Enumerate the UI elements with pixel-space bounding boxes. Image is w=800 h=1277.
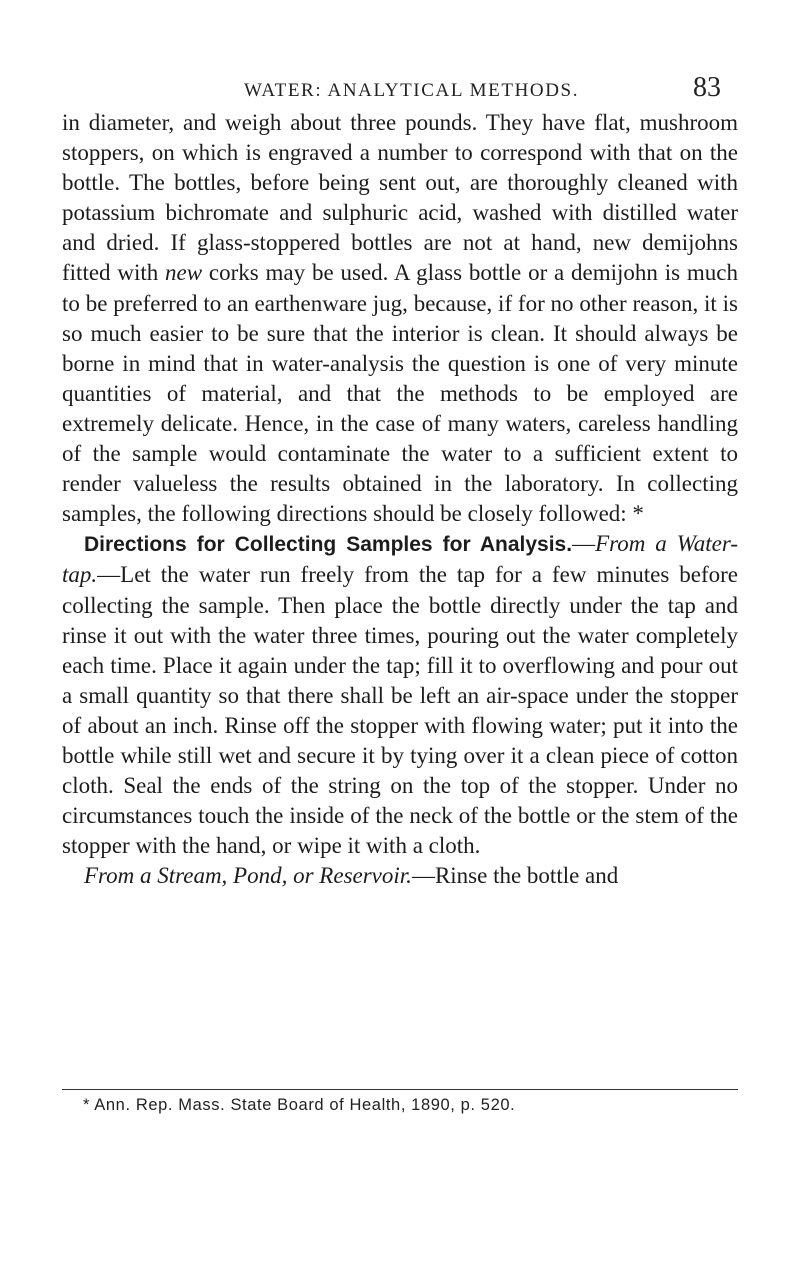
subheading-water-tap: From a Water-tap.	[62, 531, 738, 588]
paragraph-stream-text: Rinse the bottle and	[434, 863, 619, 889]
paragraph-bottles-continued: corks may be used. A glass bottle or a demijohn is much to be preferred to an earthenware jug, because, if for no other reason, it is so much easier to be sure that the interior is clean. It should always be borne in mind that in water-analysis the question is one of very minute quantities of material, and that the methods to be employed are extremely delicate. Hence, in the case of many waters, careless handling of the sample would contaminate the water to a sufficient extent to render valueless the results obtained in the laboratory. In collecting samples, the following directions should be closely followed: *	[62, 260, 738, 527]
paragraph-bottles-text: in diameter, and weigh about three pounds. They have flat, mushroom stoppers, on which is engraved a number to correspond with that on the bottle. The bottles, before being sent out, are thoroughly cleaned with potassium bichromate and sulphuric acid, washed with distilled water and dried. If glass-stoppered bottles are not at hand, new demijohns fitted with	[62, 110, 738, 286]
paragraph-stream	[62, 861, 738, 891]
emphasis-new: new	[165, 260, 203, 286]
dash: —	[97, 562, 121, 588]
running-title: WATER: ANALYTICAL METHODS.	[244, 80, 580, 101]
dash: —	[572, 531, 596, 557]
subheading-stream: From a Stream, Pond, or Reservoir.	[84, 863, 412, 889]
body-text	[62, 108, 738, 891]
page-number: 83	[693, 72, 721, 103]
dash: —	[411, 863, 435, 889]
footnote: * Ann. Rep. Mass. State Board of Health, 1890, p. 520.	[83, 1096, 516, 1114]
paragraph-water-tap-text: Let the water run freely from the tap for a few minutes before collecting the sample. Then place the bottle directly under the tap and rinse it out with the water three times, pouring out the water completely each time. Place it again under the tap; fill it to overflowing and pour out a small quantity so that there shall be left an air-space under the stopper of about an inch. Rinse off the stopper with flowing water; put it into the bottle while still wet and secure it by tying over it a clean piece of cotton cloth. Seal the ends of the string on the top of the stopper. Under no circumstances touch the inside of the neck of the bottle or the stem of the stopper with the hand, or wipe it with a cloth.	[62, 562, 738, 859]
paragraph-water-tap	[62, 529, 738, 861]
paragraph-bottles	[62, 108, 738, 529]
section-heading: Directions for Collecting Samples for Analysis.	[84, 533, 573, 557]
footnote-rule	[62, 1089, 738, 1090]
